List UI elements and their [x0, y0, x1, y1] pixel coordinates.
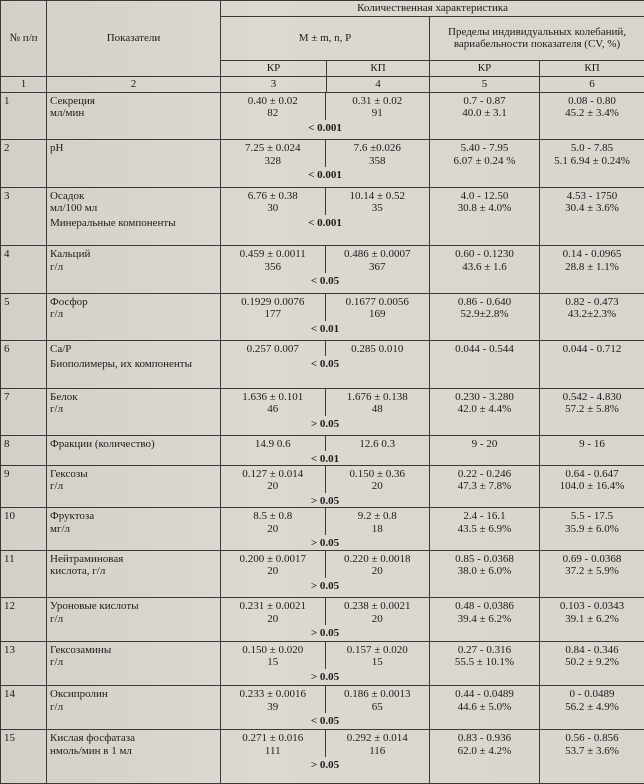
- p-value: > 0.05: [310, 670, 340, 683]
- kp-mean: 12.6 0.3: [359, 438, 396, 451]
- kr-limits-cell: [430, 641, 540, 685]
- indicator-unit: г/л: [50, 403, 64, 416]
- mean-cell: [221, 730, 430, 784]
- kr-cv: 62.0 ± 4.2%: [457, 744, 512, 757]
- kp-limits: 5.5 - 17.5: [570, 510, 614, 523]
- table-row: [1, 140, 644, 187]
- header-limits: Пределы индивидуальных колебаний, вариабельности показателя (CV, %): [430, 16, 644, 60]
- kp-cv: 50.2 ± 9.2%: [565, 656, 619, 669]
- kp-limits: 0.103 - 0.0343: [559, 600, 625, 613]
- row-number: 12: [1, 598, 47, 641]
- indicator-cell: [47, 686, 221, 730]
- kp-mean: 0.292 ± 0.014: [346, 732, 408, 745]
- kr-n: 111: [264, 744, 281, 757]
- row-number: 4: [1, 246, 47, 293]
- p-value: < 0.001: [308, 216, 342, 229]
- indicator-name: Оксипролин: [50, 688, 108, 701]
- table-row: [1, 341, 644, 388]
- indicator-unit: г/л: [50, 480, 64, 493]
- kr-mean: 1.636 ± 0.101: [242, 390, 304, 403]
- row-number: 7: [1, 388, 47, 435]
- kp-limits: 9 - 16: [579, 438, 605, 451]
- kp-n: 20: [371, 612, 383, 625]
- kp-limits: 0.08 - 0.80: [568, 94, 616, 107]
- header-quant: Количественная характеристика: [221, 1, 644, 17]
- row-number: 15: [1, 730, 47, 784]
- table-row: [1, 508, 644, 550]
- kp-n: 116: [369, 744, 386, 757]
- indicator-name: Осадок: [50, 189, 85, 202]
- kr-limits-cell: [430, 92, 540, 139]
- kp-cv: 28.8 ± 1.1%: [565, 260, 619, 273]
- kr-limits: 0.83 - 0.936: [457, 732, 512, 745]
- indicator-cell: [47, 508, 221, 550]
- row-number: 11: [1, 550, 47, 597]
- kr-n: 82: [267, 107, 279, 120]
- kr-mean: 0.231 ± 0.0021: [239, 600, 307, 613]
- kp-cv: 5.1 6.94 ± 0.24%: [554, 154, 630, 167]
- kp-n: 91: [371, 107, 383, 120]
- kr-n: 15: [267, 656, 279, 669]
- indicator-cell: [47, 341, 221, 388]
- kr-limits-cell: [430, 598, 540, 641]
- indicator-cell: [47, 187, 221, 246]
- kr-mean: 6.76 ± 0.38: [247, 189, 298, 202]
- kr-limits-cell: [430, 246, 540, 293]
- kr-mean: 0.1929 0.0076: [241, 295, 305, 308]
- p-value: < 0.001: [308, 121, 342, 134]
- col-index-1: 1: [1, 76, 47, 92]
- p-value: < 0.01: [310, 322, 340, 335]
- mean-cell: [221, 388, 430, 435]
- kp-mean: 0.220 ± 0.0018: [343, 552, 411, 565]
- header-kp-1: КП: [327, 61, 430, 77]
- kp-limits: 4.53 - 1750: [566, 189, 618, 202]
- header-mmn: M ± m, n, P: [221, 16, 430, 60]
- indicator-cell: [47, 436, 221, 466]
- kp-n: 169: [369, 308, 386, 321]
- kr-n: 177: [264, 308, 281, 321]
- kr-limits-cell: [430, 730, 540, 784]
- kr-limits: 2.4 - 16.1: [463, 510, 506, 523]
- kr-cv: 39.4 ± 6.2%: [457, 612, 512, 625]
- kr-limits-cell: [430, 550, 540, 597]
- col-index-2: 2: [47, 76, 221, 92]
- kp-limits-cell: [540, 92, 644, 139]
- kp-n: 20: [371, 565, 383, 578]
- kr-cv: 43.5 ± 6.9%: [457, 522, 512, 535]
- kr-cv: 55.5 ± 10.1%: [454, 656, 515, 669]
- col-index-3: 3: [221, 76, 327, 92]
- kp-cv: 30.4 ± 3.6%: [565, 202, 619, 215]
- kr-limits: 4.0 - 12.50: [460, 189, 509, 202]
- kp-limits-cell: [540, 465, 644, 507]
- row-number: 6: [1, 341, 47, 388]
- mean-cell: [221, 550, 430, 597]
- indicator-cell: [47, 388, 221, 435]
- kp-mean: 1.676 ± 0.138: [346, 390, 408, 403]
- kr-limits: 0.86 - 0.640: [457, 295, 512, 308]
- indicator-unit: г/л: [50, 260, 64, 273]
- indicator-name: Ca/P: [50, 343, 72, 356]
- kr-limits: 5.40 - 7.95: [460, 142, 509, 155]
- kr-cv: 47.3 ± 7.8%: [457, 480, 512, 493]
- indicator-cell: [47, 140, 221, 187]
- kr-mean: 0.233 ± 0.0016: [239, 688, 307, 701]
- kp-cv: 56.2 ± 4.9%: [565, 700, 619, 713]
- col-index-4: 4: [327, 76, 430, 92]
- kr-mean: 0.150 ± 0.020: [242, 643, 304, 656]
- table-row: [1, 730, 644, 784]
- kp-limits-cell: [540, 187, 644, 246]
- kr-mean: 14.9 0.6: [254, 438, 291, 451]
- kp-n: 48: [371, 403, 383, 416]
- kr-n: 328: [264, 154, 281, 167]
- kp-cv: 45.2 ± 3.4%: [565, 107, 619, 120]
- kr-limits: 0.22 - 0.246: [457, 467, 512, 480]
- section-heading: Биополимеры, их компоненты: [50, 357, 192, 370]
- kr-limits: 0.85 - 0.0368: [455, 552, 514, 565]
- kr-limits: 0.60 - 0.1230: [455, 248, 514, 261]
- kp-limits: 0.64 - 0.647: [565, 467, 619, 480]
- mean-cell: [221, 641, 430, 685]
- indicator-name: Фосфор: [50, 295, 88, 308]
- kr-cv: 6.07 ± 0.24 %: [453, 154, 516, 167]
- mean-cell: [221, 293, 430, 340]
- kp-limits: 0.84 - 0.346: [565, 643, 619, 656]
- mean-cell: [221, 140, 430, 187]
- kr-mean: 0.200 ± 0.0017: [239, 552, 307, 565]
- p-value: < 0.05: [310, 357, 340, 370]
- kp-limits-cell: [540, 388, 644, 435]
- p-value: > 0.05: [310, 417, 340, 430]
- kp-limits: 0.542 - 4.830: [562, 390, 622, 403]
- table-row: [1, 436, 644, 466]
- p-value: > 0.05: [310, 759, 340, 772]
- kr-mean: 7.25 ± 0.024: [244, 142, 301, 155]
- kp-cv: 39.1 ± 6.2%: [565, 612, 619, 625]
- kr-mean: 0.40 ± 0.02: [247, 94, 298, 107]
- section-heading: Минеральные компоненты: [50, 216, 176, 229]
- kr-limits-cell: [430, 293, 540, 340]
- kp-cv: 57.2 ± 5.8%: [565, 403, 619, 416]
- kr-cv: 52.9±2.8%: [460, 308, 509, 321]
- p-value: < 0.05: [310, 275, 340, 288]
- table-row: [1, 388, 644, 435]
- kp-limits-cell: [540, 598, 644, 641]
- row-number: 2: [1, 140, 47, 187]
- mean-cell: [221, 436, 430, 466]
- col-index-5: 5: [430, 76, 540, 92]
- kp-limits: 0.14 - 0.0965: [562, 248, 622, 261]
- kp-mean: 0.186 ± 0.0013: [343, 688, 411, 701]
- kp-limits-cell: [540, 140, 644, 187]
- row-number: 1: [1, 92, 47, 139]
- mean-cell: [221, 187, 430, 246]
- table-row: [1, 465, 644, 507]
- kr-mean: 0.271 ± 0.016: [242, 732, 304, 745]
- row-number: 14: [1, 686, 47, 730]
- kr-limits-cell: [430, 187, 540, 246]
- mean-cell: [221, 92, 430, 139]
- row-number: 8: [1, 436, 47, 466]
- kr-limits-cell: [430, 686, 540, 730]
- kp-n: 20: [371, 480, 383, 493]
- kp-cv: 53.7 ± 3.6%: [565, 744, 619, 757]
- kp-cv: 37.2 ± 5.9%: [565, 565, 619, 578]
- kr-mean: 8.5 ± 0.8: [253, 510, 293, 523]
- kr-n: 20: [267, 612, 279, 625]
- indicator-cell: [47, 293, 221, 340]
- col-index-6: 6: [540, 76, 644, 92]
- indicator-unit: мл/мин: [50, 107, 85, 120]
- kp-limits-cell: [540, 508, 644, 550]
- mean-cell: [221, 341, 430, 388]
- kr-n: 356: [264, 260, 281, 273]
- indicator-cell: [47, 465, 221, 507]
- indicator-name: Фракции (количество): [50, 438, 155, 451]
- indicator-name: Гексозы: [50, 467, 88, 480]
- kp-n: 35: [371, 202, 383, 215]
- kp-cv: 35.9 ± 6.0%: [565, 522, 619, 535]
- kp-mean: 0.238 ± 0.0021: [343, 600, 411, 613]
- header-kr-2: КР: [430, 61, 540, 77]
- kr-cv: 43.6 ± 1.6: [462, 260, 507, 273]
- indicator-unit: г/л: [50, 700, 64, 713]
- row-number: 9: [1, 465, 47, 507]
- kp-cv: 104.0 ± 16.4%: [559, 480, 625, 493]
- indicator-unit: мг/л: [50, 522, 71, 535]
- kr-limits: 0.230 - 3.280: [455, 390, 514, 403]
- kp-limits-cell: [540, 686, 644, 730]
- mean-cell: [221, 598, 430, 641]
- kr-n: 46: [267, 403, 279, 416]
- kr-limits: 0.48 - 0.0386: [455, 600, 514, 613]
- table-row: [1, 187, 644, 246]
- kp-limits-cell: [540, 436, 644, 466]
- indicator-name: Уроновые кислоты: [50, 600, 139, 613]
- indicator-cell: [47, 550, 221, 597]
- indicator-name: Гексозамины: [50, 643, 112, 656]
- indicator-name: Фруктоза: [50, 510, 95, 523]
- indicator-name: Кислая фосфатаза: [50, 732, 135, 745]
- kr-n: 20: [267, 522, 279, 535]
- table-row: [1, 550, 644, 597]
- indicator-unit: г/л: [50, 656, 64, 669]
- mean-cell: [221, 465, 430, 507]
- indicator-name: Нейтраминовая: [50, 552, 124, 565]
- kr-limits: 0.044 - 0.544: [455, 343, 514, 356]
- kr-cv: 30.8 ± 4.0%: [457, 202, 512, 215]
- p-value: < 0.01: [310, 452, 340, 465]
- header-indicator: Показатели: [47, 1, 221, 77]
- p-value: > 0.05: [310, 627, 340, 640]
- kr-cv: 42.0 ± 4.4%: [457, 403, 512, 416]
- kr-limits-cell: [430, 388, 540, 435]
- kp-mean: 0.486 ± 0.0007: [343, 248, 411, 261]
- kp-limits-cell: [540, 341, 644, 388]
- p-value: < 0.001: [308, 169, 342, 182]
- indicator-unit: мл/100 мл: [50, 202, 98, 215]
- p-value: > 0.05: [310, 494, 340, 507]
- row-number: 5: [1, 293, 47, 340]
- p-value: < 0.05: [310, 715, 340, 728]
- kp-limits-cell: [540, 641, 644, 685]
- kr-limits-cell: [430, 465, 540, 507]
- kr-cv: 38.0 ± 6.0%: [457, 565, 512, 578]
- kr-cv: 40.0 ± 3.1: [462, 107, 507, 120]
- indicator-name: pH: [50, 142, 64, 155]
- row-number: 10: [1, 508, 47, 550]
- indicator-name: Кальций: [50, 248, 91, 261]
- kr-limits: 0.27 - 0.316: [457, 643, 512, 656]
- header-kr-1: КР: [221, 61, 327, 77]
- kr-n: 30: [267, 202, 279, 215]
- kp-mean: 7.6 ±0.026: [353, 142, 401, 155]
- kp-limits-cell: [540, 246, 644, 293]
- kp-mean: 0.150 ± 0.36: [349, 467, 406, 480]
- kr-n: 39: [267, 700, 279, 713]
- kp-limits: 0.82 - 0.473: [565, 295, 619, 308]
- kp-limits: 0.56 - 0.856: [565, 732, 619, 745]
- kr-n: 20: [267, 480, 279, 493]
- kp-mean: 0.31 ± 0.02: [352, 94, 403, 107]
- header-num: № п/п: [1, 1, 47, 77]
- kp-limits: 0 - 0.0489: [569, 688, 615, 701]
- table-row: [1, 598, 644, 641]
- indicator-cell: [47, 92, 221, 139]
- row-number: 3: [1, 187, 47, 246]
- kp-limits-cell: [540, 730, 644, 784]
- kp-n: 358: [369, 154, 386, 167]
- kp-cv: 43.2±2.3%: [567, 308, 617, 321]
- mean-cell: [221, 508, 430, 550]
- kp-limits-cell: [540, 550, 644, 597]
- indicator-cell: [47, 246, 221, 293]
- table-row: [1, 92, 644, 139]
- kp-mean: 9.2 ± 0.8: [357, 510, 397, 523]
- kp-n: 65: [371, 700, 383, 713]
- kr-n: 20: [267, 565, 279, 578]
- mean-cell: [221, 246, 430, 293]
- table-row: [1, 246, 644, 293]
- table-row: [1, 641, 644, 685]
- kp-limits: 0.044 - 0.712: [562, 343, 622, 356]
- kr-limits-cell: [430, 140, 540, 187]
- indicator-unit: нмоль/мин в 1 мл: [50, 744, 132, 757]
- kp-n: 367: [369, 260, 386, 273]
- kr-mean: 0.459 ± 0.0011: [239, 248, 306, 261]
- indicator-cell: [47, 598, 221, 641]
- header-kp-2: КП: [540, 61, 644, 77]
- kp-limits: 5.0 - 7.85: [570, 142, 614, 155]
- indicator-name: Секреция: [50, 94, 95, 107]
- kr-limits: 0.44 - 0.0489: [455, 688, 514, 701]
- kp-mean: 10.14 ± 0.52: [349, 189, 406, 202]
- indicator-cell: [47, 641, 221, 685]
- mean-cell: [221, 686, 430, 730]
- kr-mean: 0.127 ± 0.014: [242, 467, 304, 480]
- p-value: > 0.05: [310, 537, 340, 550]
- indicator-unit: г/л: [50, 308, 64, 321]
- kr-cv: 44.6 ± 5.0%: [457, 700, 512, 713]
- kp-limits: 0.69 - 0.0368: [562, 552, 622, 565]
- row-number: 13: [1, 641, 47, 685]
- kp-mean: 0.157 ± 0.020: [346, 643, 408, 656]
- kr-limits-cell: [430, 341, 540, 388]
- indicator-cell: [47, 730, 221, 784]
- indicator-name: Белок: [50, 390, 78, 403]
- kp-limits-cell: [540, 293, 644, 340]
- kr-limits: 9 - 20: [471, 438, 498, 451]
- kr-limits-cell: [430, 436, 540, 466]
- p-value: > 0.05: [310, 579, 340, 592]
- kr-limits-cell: [430, 508, 540, 550]
- kr-mean: 0.257 0.007: [246, 343, 299, 356]
- kp-n: 15: [371, 656, 383, 669]
- indicator-unit: кислота, г/л: [50, 565, 106, 578]
- indicator-unit: г/л: [50, 612, 64, 625]
- table-row: [1, 293, 644, 340]
- table-row: [1, 686, 644, 730]
- kp-n: 18: [371, 522, 383, 535]
- kp-mean: 0.1677 0.0056: [345, 295, 409, 308]
- kp-mean: 0.285 0.010: [351, 343, 404, 356]
- kr-limits: 0.7 - 0.87: [463, 94, 506, 107]
